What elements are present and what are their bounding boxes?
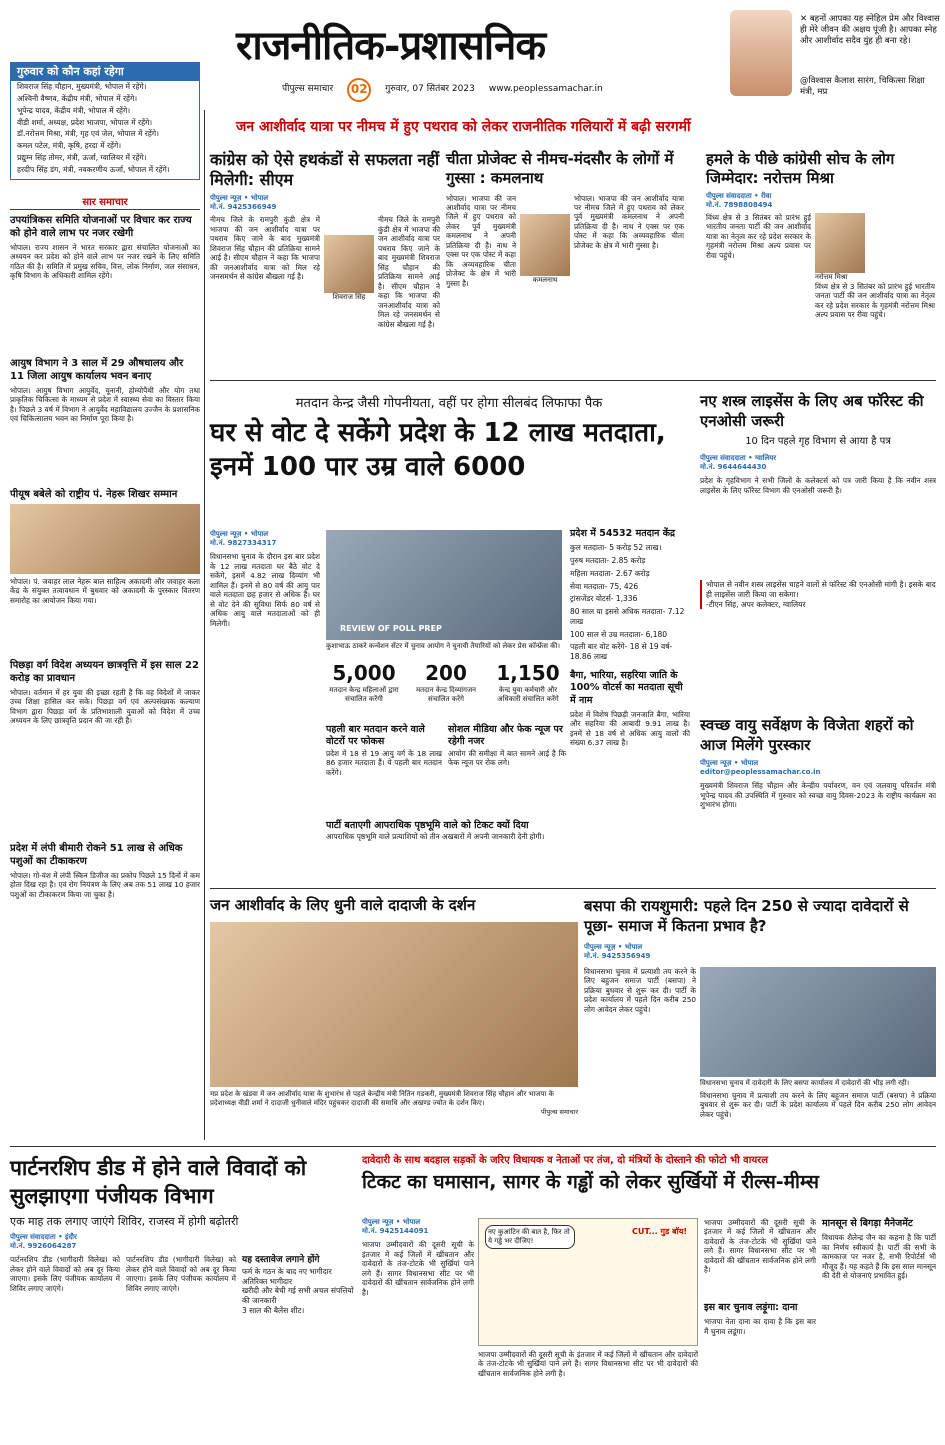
sub-text: भाजपा नेता दाना का दावा है कि इस बार मैं चुनाव लडूंगा। bbox=[704, 1317, 816, 1336]
schedule-item: भूपेन्द्र यादव, केंद्रीय मंत्री, भोपाल में रहेंगे। bbox=[17, 105, 131, 115]
stats-row bbox=[326, 660, 566, 704]
sub-story bbox=[326, 820, 566, 854]
story-byline: पीपुल्स न्यूज़ • भोपाल bbox=[210, 530, 269, 538]
story-mobile: मो.नं. 7898808494 bbox=[706, 200, 773, 209]
story-headline: चीता प्रोजेक्ट से नीमच-मंदसौर के लोगों में गुस्सा : कमलनाथ bbox=[446, 150, 674, 187]
issue-date: गुरुवार, 07 सितंबर 2023 bbox=[385, 84, 475, 95]
masthead-meta bbox=[282, 78, 722, 102]
stat-number: 200 bbox=[425, 661, 467, 685]
stat-row: पहली बार वोट करेंगे- 18 से 19 वर्ष- 18.86 लाख bbox=[570, 642, 673, 662]
sub-story bbox=[448, 724, 566, 809]
story-text: भाजपा उम्मीदवारों की दूसरी सूची के इंतजार में कई जिलों में खींचतान और दावेदारों के तंज-टोटके भी सुर्खियां पाने लगे हैं। सागर विधानसभा सीट पर भी दावेदारों की खींचतान सार्वजनिक होने लगी है। bbox=[362, 1240, 474, 1297]
photo-caption: नरोत्तम मिश्रा bbox=[815, 272, 848, 281]
story-mobile: मो.नं. 9644644430 bbox=[700, 463, 767, 472]
minister-portrait bbox=[730, 10, 792, 96]
stat-row: सेवा मतदाता- 75, 426 bbox=[570, 581, 639, 591]
story-bsp bbox=[584, 896, 936, 1147]
banner-line: जन आशीर्वाद यात्रा पर नीमच में हुए पथराव को लेकर राजनीतिक गलियारों में बढ़ी सरगर्मी bbox=[236, 119, 691, 135]
schedule-item: हरदीप सिंह डंग, मंत्री, नवकरणीय ऊर्जा, भोपाल में रहेंगे। bbox=[17, 164, 170, 174]
stat-block bbox=[408, 660, 484, 704]
schedule-item: कमल पटेल, मंत्री, कृषि, हरदा में रहेंगे। bbox=[17, 141, 122, 151]
ticket-col bbox=[704, 1218, 816, 1427]
story-subhead: 10 दिन पहले गृह विभाग से आया है पत्र bbox=[745, 436, 891, 447]
story-headline: पार्टनरशिप डीड में होने वाले विवादों को सुलझाएगा पंजीयक विभाग bbox=[10, 1156, 307, 1209]
row-rule bbox=[210, 888, 936, 889]
photo-caption: कमलनाथ bbox=[532, 275, 558, 284]
sub-headline: बैगा, भारिया, सहरिया जाति के 100% वोटर्स का मतदाता सूची में नाम bbox=[570, 669, 683, 706]
story-text: नीमच जिले के रामपुरी कुंडी क्षेत्र में भाजपा की जन आशीर्वाद यात्रा पर पथराव किए जाने के बाद मुख्यमंत्री शिवराज सिंह चौहान की प्रतिक्रिया सामने आई है। सीएम चौहान ने कहा कि भाजपा की जनआशीर्वाद यात्रा को मिल रहे जनसमर्थन से कांग्रेस बौखला गई है। bbox=[210, 215, 320, 282]
brief-headline: प्रदेश में लंपी बीमारी रोकने 51 लाख से अधिक पशुओं का टीकाकरण bbox=[10, 843, 183, 867]
sub-text: आयोग की समीक्षा में बात सामने आई है कि फेक न्यूज पर रोक लगे। bbox=[448, 748, 566, 768]
story-jan bbox=[210, 896, 578, 1116]
story-narottam bbox=[706, 150, 936, 342]
box-item: अतिरिक्त भागीदार bbox=[242, 1276, 293, 1286]
quote-author: -टीएन सिंह, अपर कलेक्टर, ग्वालियर bbox=[706, 599, 806, 609]
section-label: सार समाचार bbox=[10, 196, 200, 210]
story-text: विधानसभा चुनाव में प्रत्याशी तय करने के लिए बहुजन समाज पार्टी (बसपा) ने प्रक्रिया बुधवार से शुरू कर दी। पार्टी के प्रदेश कार्यालय में पहले दिन करीब 250 लोग आवेदन लेकर पहुंचे। bbox=[584, 966, 696, 1014]
story-byline: पीपुल्स संवाददाता • रीवा bbox=[706, 191, 772, 200]
brief-text: भोपाल। आयुष विभाग आयुर्वेद, यूनानी, होम्योपैथी और योग तथा प्राकृतिक चिकित्सा के माध्यम से प्रदेश में स्वास्थ्य सेवा का विस्तार किया है। पिछले 3 वर्ष में विभाग ने आयुर्वेद महाविद्यालय उज्जैन के प्रशासनिक एवं चिकित्सालय भवन का निर्माण पूरा किया है। bbox=[10, 386, 200, 424]
story-election bbox=[210, 396, 688, 484]
bsp-office-photo bbox=[700, 967, 936, 1077]
kamalnath-photo bbox=[520, 214, 570, 276]
sub-text: प्रदेश में विशेष पिछड़ी जनजाति बैगा, भारिया और सहरिया की आबादी 9.91 लाख है। इनमें से 18 वर्ष से अधिक आयु वालों की संख्या 6.37 लाख है। bbox=[570, 709, 690, 748]
photo-caption: कुशाभाऊ ठाकरे कन्वेंशन सेंटर में चुनाव आयोग ने चुनावी तैयारियों को लेकर प्रेस कॉन्फ्रेंस की। bbox=[326, 642, 561, 650]
photo-credit: पीपुल्स समाचार bbox=[541, 1107, 578, 1116]
story-text: भाजपा उम्मीदवारों की दूसरी सूची के इंतजार में कई जिलों में खींचतान और दावेदारों के तंज-टोटके भी सुर्खियां पाने लगे हैं। सागर विधानसभा सीट पर भी दावेदारों की खींचतान सार्वजनिक होने लगी है। bbox=[704, 1218, 816, 1275]
temple-visit-photo bbox=[210, 922, 578, 1087]
brief-text: भोपाल। राज्य शासन ने भारत सरकार द्वारा संचालित योजनाओं का अध्ययन कर प्रदेश को होने वाले लाभ पर नजर रखने के लिए समिति गठित की है। समिति में प्रमुख सचिव, वित्त, लोक निर्माण, जल संसाधन, कृषि विभाग के अधिकारी शामिल रहेंगे। bbox=[10, 243, 200, 281]
schedule-item: शिवराज सिंह चौहान, मुख्यमंत्री, भोपाल में रहेंगे। bbox=[17, 82, 147, 92]
story-headline: बसपा की रायशुमारी: पहले दिन 250 से ज्यादा दावेदारों से पूछा- समाज में कितना प्रभाव है? bbox=[584, 897, 909, 936]
story-text: भोपाल। भाजपा की जन आशीर्वाद यात्रा पर नीमच जिले में हुए पथराव को लेकर पूर्व मुख्यमंत्री कमलनाथ ने अपनी प्रतिक्रिया दी है। नाथ ने एक्स पर एक पोस्ट में कहा कि अव्यवहारिक चीता प्रोजेक्ट के क्षेत्र में भारी गुस्सा है। bbox=[574, 193, 684, 250]
documents-box bbox=[242, 1255, 354, 1395]
story-text: पार्टनरशिप डीड (भागीदारी विलेख) को लेकर होने वाले विवादों को अब दूर किया जाएगा। इसके लिए पंजीयक कार्यालय में शिविर लगाए जाएंगे। bbox=[10, 1255, 120, 1293]
schedule-item: वीडी शर्मा, अध्यक्ष, प्रदेश भाजपा, भोपाल में रहेंगे। bbox=[17, 117, 153, 127]
stat-row: 80 साल या इससे अधिक मतदाता- 7.12 लाख bbox=[570, 607, 685, 626]
story-email[interactable]: editor@peoplessamachar.co.in bbox=[700, 768, 821, 777]
sub-text: प्रदेश में 18 से 19 आयु वर्ग के 18 लाख 86 हजार मतदाता हैं। ये पहली बार मतदान करेंगे। bbox=[326, 748, 442, 777]
row-rule bbox=[10, 1146, 936, 1147]
story-headline: टिकट का घमासान, सागर के गड्ढों को लेकर सुर्खियों में रील्स-मीम्स bbox=[362, 1171, 819, 1193]
cm-photo bbox=[324, 235, 374, 293]
box-item: खरीदी और बेची गई सभी अचल संपत्तियों की जानकारी bbox=[242, 1286, 354, 1306]
election-col bbox=[210, 530, 320, 852]
story-byline: पीपुल्स संवाददाता • इंदौर bbox=[10, 1232, 77, 1241]
box-item: फर्म के गठन के बाद नए भागीदार bbox=[242, 1266, 332, 1276]
story-kamalnath bbox=[446, 150, 686, 344]
story-text: प्रदेश के गृहविभाग ने सभी जिलों के कलेक्टर्स को पत्र जारी किया है कि नवीन शस्त्र लाइसेंस के लिए फॉरेस्ट विभाग की एनओसी जरूरी है। bbox=[700, 476, 936, 495]
story-partnership bbox=[10, 1154, 354, 1395]
row-rule bbox=[210, 380, 936, 381]
photo-caption: विधानसभा चुनाव में दावेदारी के लिए बसपा कार्यालय में दावेदारों की भीड़ लगी रही। bbox=[700, 1078, 910, 1087]
story-text: विंध्य क्षेत्र से 3 सितंबर को प्रारंभ हुई भारतीय जनता पार्टी की जन आशीर्वाद यात्रा का नेतृत्व कर रहे प्रदेश सरकार के गृहमंत्री नरोत्तम मिश्रा अल्प प्रवास पर रीवा पहुंचे। bbox=[706, 212, 811, 260]
story-headline: कांग्रेस को ऐसे हथकंडों से सफलता नहीं मिलेगी: सीएम bbox=[210, 150, 440, 189]
stat-row: कुल मतदाता- 5 करोड़ 52 लाख। bbox=[570, 543, 662, 553]
stat-label: मतदान केन्द्र महिलाओं द्वारा संचालित करेंगी bbox=[329, 686, 399, 704]
sub-headline: इस बार चुनाव लड़ूंगा: दाना bbox=[704, 1302, 798, 1313]
press-conference-photo bbox=[326, 530, 562, 640]
brief-headline: आयुष विभाग ने 3 साल में 29 औषधालय और 11 जिला आयुष कार्यालय भवन बनाए bbox=[10, 358, 184, 382]
ticket-col bbox=[362, 1218, 474, 1420]
speech-bubble: नए कुआंटिन की बात है, फिर तो ये गड्ढे भर दीजिए! bbox=[485, 1225, 575, 1249]
story-text: पार्टनरशिप डीड (भागीदारी विलेख) को लेकर होने वाले विवादों को अब दूर किया जाएगा। इसके लिए पंजीयक कार्यालय में शिविर लगाए जाएंगे। bbox=[126, 1255, 236, 1293]
story-byline: पीपुल्स न्यूज़ • भोपाल bbox=[362, 1218, 421, 1226]
schedule-item: अश्विनी वैष्णव, केंद्रीय मंत्री, भोपाल में रहेंगे। bbox=[17, 94, 138, 104]
stat-row: 100 साल से उम्र मतदाता- 6,180 bbox=[570, 629, 668, 639]
story-arms bbox=[700, 392, 936, 609]
schedule-box bbox=[10, 62, 200, 180]
sub-headline: सोशल मीडिया और फेक न्यूज पर रहेगी नजर bbox=[448, 724, 563, 748]
story-text: विधानसभा चुनाव में प्रत्याशी तय करने के लिए बहुजन समाज पार्टी (बसपा) ने प्रक्रिया बुधवार से शुरू कर दी। पार्टी के प्रदेश कार्यालय में पहले दिन करीब 250 लोग आवेदन लेकर पहुंचे। bbox=[700, 1090, 936, 1119]
story-headline: जन आशीर्वाद के लिए धुनी वाले दादाजी के दर्शन bbox=[210, 896, 476, 914]
schedule-item: डॉ.नरोत्तम मिश्रा, मंत्री, गृह एवं जेल, भोपाल में रहेंगे। bbox=[17, 129, 159, 139]
story-mobile: मो.नं. 9425356949 bbox=[584, 951, 651, 960]
website-link[interactable]: www.peoplessamachar.in bbox=[488, 84, 603, 95]
story-headline: घर से वोट दे सकेंगे प्रदेश के 12 लाख मतदाता, इनमें 100 पार उम्र वाले 6000 bbox=[210, 417, 666, 482]
brief-text: भोपाल। गो-वंश में लंपी स्किन डिजीज का प्रकोप पिछले 15 दिनों में कम होता दिख रहा है। एवं रोग नियंत्रण के लिए अब तक 51 लाख 10 हजार पशुओं का टीकाकरण किया जा चुका है। bbox=[10, 871, 200, 899]
sub-text: आपराधिक पृष्ठभूमि वाले प्रत्याशियों को तीन अखबारों में अपनी जानकारी देनी होगी। bbox=[326, 832, 545, 842]
narottam-photo bbox=[815, 213, 865, 273]
story-text: विधानसभा चुनाव के दौरान इस बार प्रदेश के 12 लाख मतदाता घर बैठे वोट दे सकेंगे, इसमें 4.82 लाख दिव्यांग भी शामिल हैं। इनमें से 80 वर्ष की आयु पार वाले मतदाता छह हजार से अधिक हैं। घर से वोट देने की सुविधा सिर्फ 80 वर्ष से अधिक आयु वाले मतदाताओं को ही मिलेगी। bbox=[210, 552, 320, 628]
story-text: भाजपा उम्मीदवारों की दूसरी सूची के इंतजार में कई जिलों में खींचतान और दावेदारों के तंज-टोटके भी सुर्खियां पाने लगे हैं। सागर विधानसभा सीट पर भी दावेदारों की खींचतान सार्वजनिक होने लगी है। bbox=[478, 1350, 698, 1378]
story-text: नीमच जिले के रामपुरी कुंडी क्षेत्र में भाजपा की जन आशीर्वाद यात्रा पर पथराव किए जाने के बाद मुख्यमंत्री शिवराज सिंह चौहान की प्रतिक्रिया सामने आई है। सीएम चौहान ने कहा कि भाजपा की जनआशीर्वाद यात्रा को मिल रहे जनसमर्थन से कांग्रेस बौखला गई है। bbox=[378, 215, 440, 329]
story-kicker: दावेदारी के साथ बदहाल सड़कों के जरिए विधायक व नेताओं पर तंज, दो मंत्रियों के दोस्ताने की फोटो भी वायरल bbox=[362, 1155, 769, 1166]
photo-caption: मप्र प्रदेश के खंडवा में जन आशीर्वाद यात्रा के शुभारंभ से पहले केन्द्रीय मंत्री नितिन गडकरी, मुख्यमंत्री शिवराज सिंह चौहान और भाजपा के प्रदेशाध्यक्ष वीडी शर्मा ने दादाजी धुनीवाले मंदिर पहुंचकर दादाजी की समाधि और अखण्ड ज्योत के दर्शन किए। bbox=[210, 1089, 554, 1107]
story-byline: पीपुल्स संवाददाता • ग्वालियर bbox=[700, 454, 777, 462]
box-title: प्रदेश में 54532 मतदान केंद्र bbox=[570, 528, 676, 539]
page-section-title: राजनीतिक-प्रशासनिक bbox=[236, 22, 546, 69]
twitter-quote: ✕ बहनों आपका यह स्नेहिल प्रेम और विश्वास ही मेरे जीवन की अक्षय पूंजी है। आपका स्नेह और आशीर्वाद सदैव युंह ही बना रहे। bbox=[800, 14, 940, 47]
stat-number: 5,000 bbox=[332, 661, 396, 685]
box-title: यह दस्तावेज लगाने होंगे bbox=[242, 1255, 320, 1266]
cartoon bbox=[478, 1218, 698, 1346]
sub-text: विधायक शैलेन्द्र जैन का कहना है कि पार्टी का निर्णय स्वीकार्य है। पार्टी की सभी के कामकाज पर नजर है, सभी रिपोर्टर्स भी मौजूद हैं। यह कहते हैं कि इस साल मानसून की देरी से योजनाएं प्रभावित हुई। bbox=[822, 1233, 936, 1281]
monsoon-box bbox=[822, 1218, 936, 1433]
sub-headline: पहली बार मतदान करने वाले वोटरों पर फोकस bbox=[326, 724, 425, 748]
story-byline: पीपुल्स न्यूज़ • भोपाल bbox=[210, 194, 269, 202]
stat-block bbox=[490, 660, 566, 704]
story-kicker: मतदान केन्द्र जैसी गोपनीयता, वहीं पर होगा सीलबंद लिफाफा पैक bbox=[295, 396, 603, 411]
story-subhead: एक माह तक लगाए जाएंगे शिविर, राजस्व में होगी बढ़ोतरी bbox=[10, 1214, 239, 1228]
story-mobile: मो.नं. 9425144091 bbox=[362, 1227, 429, 1236]
story-headline: हमले के पीछे कांग्रेसी सोच के लोग जिम्मेदार: नरोत्तम मिश्रा bbox=[706, 150, 895, 187]
story-byline: पीपुल्स न्यूज़ • भोपाल bbox=[584, 942, 643, 951]
brief-text: भोपाल। पं. जवाहर लाल नेहरू बाल साहित्य अकादमी और जवाहर कला केंद्र के संयुक्त तत्वावधान में बुधवार को अकादमी के पुरस्कार वितरण समारोह का आयोजन किया गया। bbox=[10, 577, 200, 605]
brief-headline: पीयूष बबेले को राष्ट्रीय पं. नेहरू शिखर सम्मान bbox=[10, 489, 178, 500]
photo-backdrop-text: REVIEW OF POLL PREP bbox=[340, 623, 442, 633]
story-text: भोपाल। भाजपा की जन आशीर्वाद यात्रा पर नीमच जिले में हुए पथराव को लेकर पूर्व मुख्यमंत्री कमलनाथ ने अपनी प्रतिक्रिया दी है। नाथ ने एक्स पर एक पोस्ट में कहा कि अव्यवहारिक चीता प्रोजेक्ट के क्षेत्र में भारी गुस्सा है। bbox=[446, 193, 516, 288]
story-ticket bbox=[362, 1154, 936, 1195]
sub-story bbox=[326, 724, 442, 809]
story-mobile: मो.नं. 9425366949 bbox=[210, 203, 277, 212]
stat-label: केन्द्र युवा कर्मचारी और अधिकारी संचालित करेंगे bbox=[497, 686, 559, 704]
stat-row: पुरुष मतदाता- 2.85 करोड़ bbox=[570, 556, 646, 566]
sub-headline: मानसून से बिगड़ा मैनेजमेंट bbox=[822, 1218, 913, 1229]
story-cm bbox=[210, 150, 440, 337]
schedule-item: प्रद्युम्न सिंह तोमर, मंत्री, ऊर्जा, ग्वालियर में रहेंगे। bbox=[17, 152, 147, 162]
stat-number: 1,150 bbox=[496, 661, 560, 685]
paper-name: पीपुल्स समाचार bbox=[282, 84, 334, 95]
brief-headline: उपयांत्रिकस समिति योजनाओं पर विचार कर राज्य को होने वाले लाभ पर नजर रखेगी bbox=[10, 215, 192, 239]
story-mobile: मो.नं. 9926064287 bbox=[10, 1242, 77, 1251]
story-mobile: मो.नं. 9827334317 bbox=[210, 539, 277, 548]
story-text: मुख्यमंत्री शिवराज सिंह चौहान और केन्द्रीय पर्यावरण, वन एवं जलवायु परिवर्तन मंत्री भूपेन्द्र यादव की उपस्थिति में गुरुवार को स्वच्छ वायु दिवस-2023 के राष्ट्रीय कार्यक्रम का शुभारंभ होगा। bbox=[700, 781, 936, 810]
page-number: 02 bbox=[347, 78, 371, 102]
twitter-icon: ✕ bbox=[800, 14, 810, 24]
left-column bbox=[10, 196, 200, 1003]
cartoon-sign: CUT... गुड बॉय! bbox=[631, 1227, 687, 1236]
stat-row: ट्रांसजेंडर वोटर्स- 1,336 bbox=[570, 594, 638, 604]
photo-caption: शिवराज सिंह bbox=[332, 293, 366, 302]
sub-headline: पार्टी बताएगी आपराधिक पृष्ठभूमि वाले को टिकट क्यों दिया bbox=[326, 820, 529, 831]
official-quote: भोपाल से नवीन शस्त्र लाइसेंस चाहने वालों से फॉरेस्ट की एनओसी मांगी है। इसके बाद ही लाइसेंस जारी किया जा सकेगा। -टीएन सिंह, अपर कलेक्टर, ग्वालियर bbox=[700, 580, 936, 609]
story-headline: नए शस्त्र लाइसेंस के लिए अब फॉरेस्ट की एनओसी जरूरी bbox=[700, 392, 924, 430]
box-item: 3 साल की बैलेंस शीट। bbox=[242, 1305, 305, 1315]
voter-stats-box bbox=[570, 528, 690, 800]
stat-label: मतदान केन्द्र दिव्यांगजन संचालित करेंगे bbox=[415, 686, 477, 704]
stat-block bbox=[326, 660, 402, 704]
column-rule bbox=[204, 110, 205, 1140]
story-headline: स्वच्छ वायु सर्वेक्षण के विजेता शहरों को आज मिलेंगे पुरस्कार bbox=[700, 716, 914, 754]
brief-text: भोपाल। वर्तमान में हर युवा की इच्छा रहती है कि वह विदेशों में जाकर उच्च शिक्षा हासिल कर सके। पिछड़ा वर्ग एवं अल्पसंख्यक कल्याण विभाग द्वारा पिछड़ा वर्ग के प्रतिभाशाली युवाओं को विदेश में उच्च अध्ययन के लिए छात्रवृत्ति प्रदान की जा रही है। bbox=[10, 688, 200, 726]
stat-row: महिला मतदाता- 2.67 करोड़ bbox=[570, 568, 650, 578]
schedule-title: गुरुवार को कौन कहां रहेगा bbox=[11, 63, 199, 81]
story-text: विंध्य क्षेत्र से 3 सितंबर को प्रारंभ हुई भारतीय जनता पार्टी की जन आशीर्वाद यात्रा का नेतृत्व कर रहे प्रदेश सरकार के गृहमंत्री नरोत्तम मिश्रा अल्प प्रवास पर रीवा पहुंचे। bbox=[815, 281, 935, 320]
quote-author: @विश्वास कैलाश सारंग, चिकित्सा शिक्षा मंत्री, मप्र bbox=[800, 76, 925, 98]
award-photo bbox=[10, 504, 200, 574]
brief-headline: पिछड़ा वर्ग विदेश अध्ययन छात्रवृत्ति में इस साल 22 करोड़ का प्रावधान bbox=[10, 660, 199, 684]
story-swachh bbox=[700, 716, 936, 901]
story-byline: पीपुल्स न्यूज़ • भोपाल bbox=[700, 759, 759, 767]
